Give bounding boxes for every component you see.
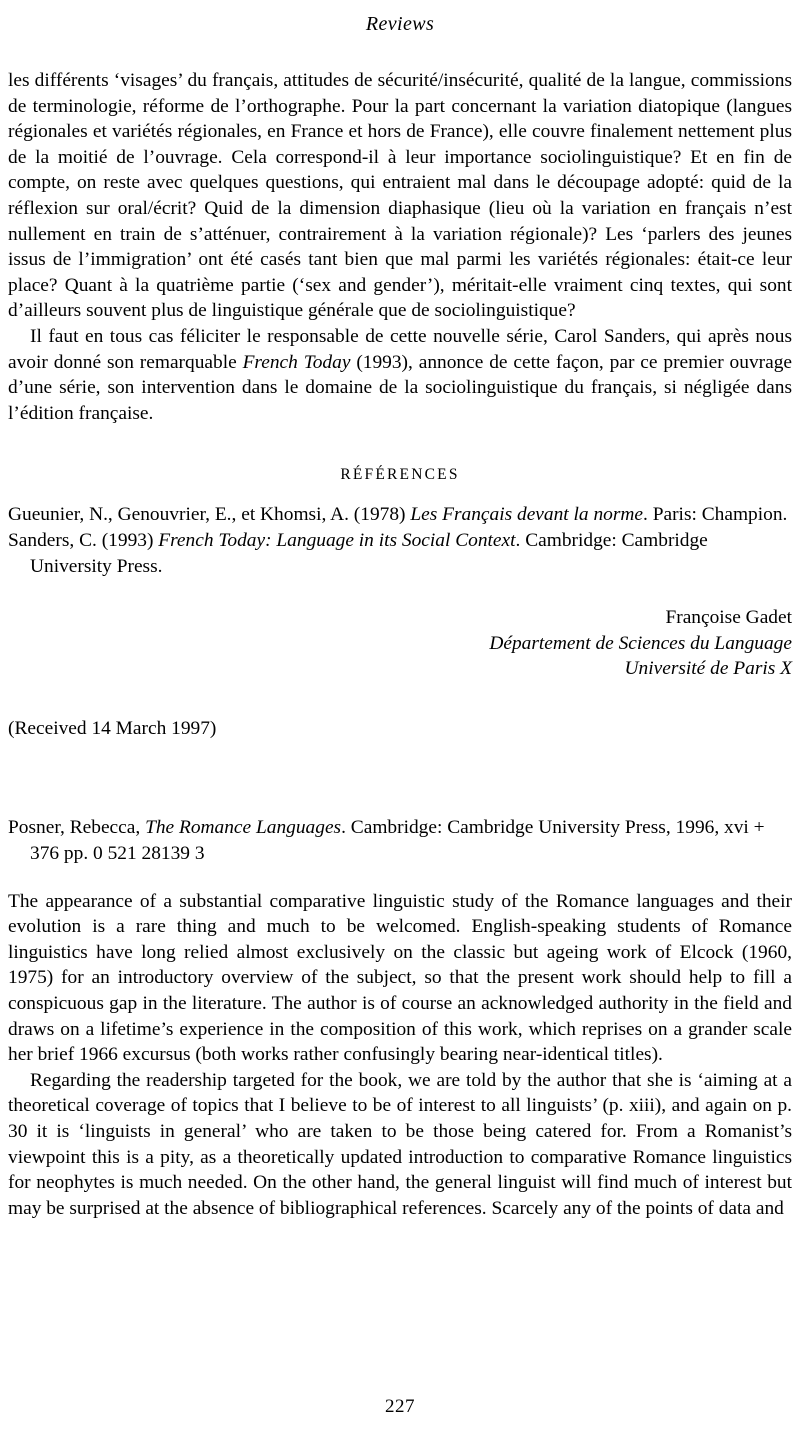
reference-entry-2	[8, 528, 792, 579]
paragraph-2-before-italic: Il faut en tous cas féliciter le responsable de cette nouvelle série, Carol Sanders, qui après nous avoir donné son remarquable	[8, 325, 792, 373]
reference-entry-1	[8, 502, 792, 528]
journal-page	[0, 12, 800, 1440]
running-head: Reviews	[365, 13, 435, 35]
reference-1-title: Les Français devant la norme	[410, 504, 644, 526]
paragraph-2-after-italic: (1993), annonce de cette façon, par ce premier ouvrage d’une série, son intervention dans le domaine de la sociolinguistique du français, si négligée dans l’édition française.	[8, 351, 793, 424]
reference-2-title: French Today: Language in its Social Context	[158, 529, 516, 551]
review-two-author: Posner, Rebecca,	[8, 817, 146, 839]
received-date: (Received 14 March 1997)	[8, 717, 217, 739]
reference-1-publisher: . Paris: Champion.	[643, 504, 788, 526]
reviewer-signature	[8, 605, 792, 682]
reference-2-publisher: . Cambridge: Cambridge University Press.	[30, 529, 708, 577]
review-two-publication-details: . Cambridge: Cambridge University Press, 1996, xvi + 376 pp. 0 521 28139 3	[30, 817, 765, 865]
page-number: 227	[385, 1396, 415, 1417]
review-two-heading	[8, 815, 792, 866]
review-two-book-title: The Romance Languages	[145, 817, 342, 839]
review-two-paragraph-2: Regarding the readership targeted for the book, we are told by the author that she is ‘aiming at a theoretical coverage of topics that I believe to be of interest to all linguists’ (p. xiii), and again on p. 30 it is ‘linguists in general’ who are taken to be those being catered for. From a Romanist’s viewpoint this is a pity, as a theoretically updated introduction to comparative Romance linguistics for neophytes is much needed. On the other hand, the general linguist will find much of interest but may be surprised at the absence of bibliographical references. Scarcely any of the points of data and	[8, 1069, 792, 1219]
review-one-paragraph-1: les différents ‘visages’ du français, attitudes de sécurité/insécurité, qualité de la langue, commissions de terminologie, réforme de l’orthographe. Pour la part concernant la variation diatopique (langues régionales et variétés régionales, en France et hors de France), elle couvre finalement nettement plus de la moitié de l’ouvrage. Cela correspond-il à leur importance sociolinguistique? Et en fin de compte, on reste avec quelques questions, qui entraient mal dans le découpage adopté: quid de la réflexion sur oral/écrit? Quid de la dimension diaphasique (lieu où la variation en français n’est nullement en train de s’atténuer, contrairement à la variation régionale)? Les ‘parlers des jeunes issus de l’immigration’ ont été casés tant bien que mal parmi les variétés régionales: était-ce leur place? Quant à la quatrième partie (‘sex and gender’), méritait-elle vraiment cinq textes, qui sont d’ailleurs souvent plus de linguistique générale que de sociolinguistique?	[8, 70, 792, 322]
reference-1-authors-year: Gueunier, N., Genouvrier, E., et Khomsi, A. (1978)	[8, 504, 411, 526]
review-two-paragraph-1: The appearance of a substantial comparative linguistic study of the Romance languages and their evolution is a rare thing and much to be welcomed. English-speaking students of Romance linguistics have long relied almost exclusively on the classic but ageing work of Elcock (1960, 1975) for an introductory overview of the subject, so that the present work should help to fill a conspicuous gap in the literature. The author is of course an acknowledged authority in the field and draws on a lifetime’s experience in the composition of this work, which reprises on a grander scale her brief 1966 excursus (both works rather confusingly bearing near-identical titles).	[8, 890, 792, 1066]
references-heading: RÉFÉRENCES	[340, 466, 460, 484]
paragraph-2-italic-title: French Today	[242, 351, 351, 373]
reviewer-department: Département de Sciences du Language	[489, 632, 792, 654]
review-one-paragraph-2	[8, 324, 792, 426]
reference-2-authors-year: Sanders, C. (1993)	[8, 529, 159, 551]
reviewer-name: Françoise Gadet	[665, 607, 792, 629]
reviewer-institution: Université de Paris X	[624, 658, 792, 680]
